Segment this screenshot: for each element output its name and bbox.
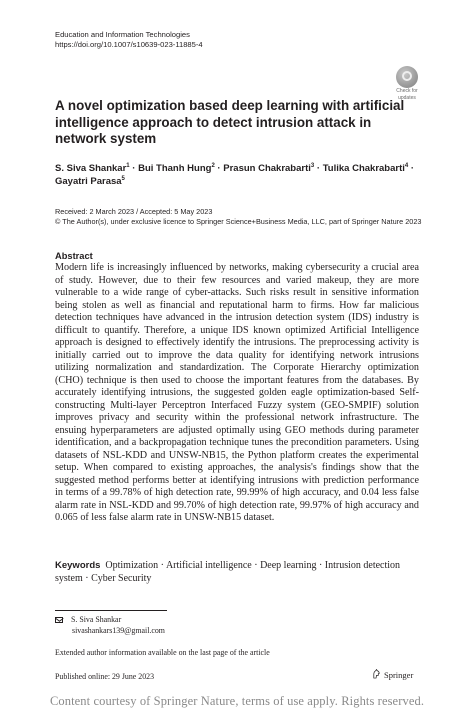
author-name[interactable]: Gayatri Parasa — [55, 176, 122, 187]
correspondence-block — [55, 614, 165, 637]
author-affiliation: 3 — [310, 162, 315, 169]
keywords-label: Keywords — [55, 560, 101, 571]
footnote-divider — [55, 610, 167, 611]
doi-link[interactable]: https://doi.org/10.1007/s10639-023-11885-4 — [55, 40, 203, 49]
copyright-notice: © The Author(s), under exclusive licence to Springer Science+Business Media, LLC, part of Springer Nature 2023 — [55, 216, 422, 226]
courtesy-watermark: Content courtesy of Springer Nature, terms of use apply. Rights reserved. — [49, 694, 425, 708]
author-name[interactable]: Prasun Chakrabarti — [223, 163, 311, 174]
author-name[interactable]: S. Siva Shankar — [55, 163, 127, 174]
received-accepted-dates: Received: 2 March 2023 / Accepted: 5 May 2023 — [55, 207, 213, 216]
author-list: S. Siva Shankar$^1$ · Bui Thanh Hung$^2$ · Prasun Chakrabarti$^3$ · Tulika Chakrabarti$^4$ · Gayatri Parasa$^5$ — [55, 162, 415, 187]
check-for-updates-badge[interactable] — [392, 66, 422, 100]
journal-name: Education and Information Technologies — [55, 30, 190, 39]
publisher-name: Springer — [384, 670, 414, 680]
envelope-icon — [55, 617, 63, 623]
corresponding-author-name: S. Siva Shankar — [71, 615, 122, 624]
abstract-heading: Abstract — [55, 251, 93, 261]
author-name[interactable]: Tulika Chakrabarti — [322, 163, 405, 174]
author-affiliation: 2 — [211, 162, 215, 169]
keywords-list: Optimization · Artificial intelligence · Deep learning · Intrusion detection system · Cyber Security — [55, 560, 401, 584]
published-online-date: Published online: 29 June 2023 — [55, 672, 155, 681]
corresponding-author-email[interactable]: sivashankars139@gmail.com — [72, 626, 165, 636]
publication-history — [55, 207, 435, 226]
check-updates-icon — [396, 66, 418, 88]
article-title: A novel optimization based deep learning with artificial intelligence approach to detect intrusion attack in network system — [55, 98, 405, 146]
journal-header — [55, 30, 203, 50]
extended-author-info: Extended author information available on the last page of the article — [55, 648, 270, 657]
keywords-section — [55, 560, 419, 585]
check-updates-line1: Check for — [396, 88, 418, 94]
author-affiliation: 4 — [404, 162, 409, 169]
publisher-logo — [372, 669, 413, 680]
author-affiliation: 1 — [126, 162, 130, 169]
author-name[interactable]: Bui Thanh Hung — [138, 163, 212, 174]
check-updates-line2: updates — [398, 94, 416, 101]
author-affiliation: 5 — [121, 175, 125, 182]
springer-horse-icon — [372, 669, 381, 679]
abstract-text: Modern life is increasingly influenced by networks, making cybersecurity a crucial area of study. However, due to their few resources and varied makeup, they are more vulnerable to a wide range of cyber-attacks. Such risks result in sensitive information being stolen as well as financial and reputational harm to firms. How far malicious detection techniques have advanced in the intrusion detection system (IDS) industry is difficult to quantify. Therefore, a unique IDS known optimized Artificial Intelligence approach is designed to effectively identify the intrusions. The preprocessing activity is initially carried out to improve the data quality for identifying network intrusions utilizing normalization and standardization. The Corporate Hierarchy optimization (CHO) technique is then used to choose the important features from the databases. By accurately identifying intrusions, the suggested golden eagle optimization-based Self-constructing Multi-layer Perceptron Interfaced Fuzzy system (GEO-SMPIF) solution improves privacy and security within the professional network infrastructure. The ensuing hyperparameters are adjusted optimally using GEO methods during parameter identification, and a backpropagation technique tunes the precondition parameters. Using datasets of NSL-KDD and UNSW-NB15, the Python platform creates the experimental setup. When compared to existing approaches, the analysis's findings show that the suggested method performs better at identifying intrusions with prediction performance in terms of a 99.78% of high detection rate, 99.99% of high accuracy, and 0.04 less false alarm rate in NSL-KDD and 99.70% of high detection rate, 99.97% of high accuracy and 0.065 of less false alarm rate in UNSW-NB15 dataset. — [55, 262, 419, 523]
